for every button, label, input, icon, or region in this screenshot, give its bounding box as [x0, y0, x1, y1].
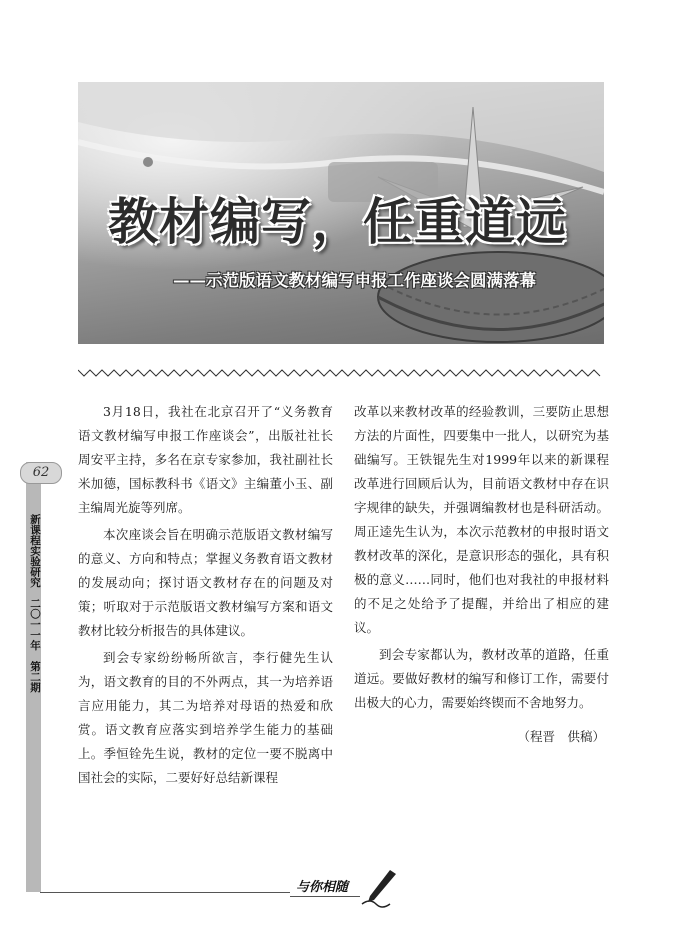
article-title: 教材编写，任重道远 — [108, 193, 567, 251]
paragraph: 本次座谈会旨在明确示范版语文教材编写的意义、方向和特点；掌握义务教育语文教材的发展动向；探讨语文教材存在的问题及对策；听取对于示范版语文教材编写方案和语文教材比较分析报告的具体建议。 — [78, 527, 333, 638]
article-subtitle: ——示范版语文教材编写申报工作座谈会圆满落幕 — [173, 271, 536, 290]
decorative-divider — [78, 368, 604, 378]
paragraph: 改革以来教材改革的经验教训，三要防止思想方法的片面性，四要集中一批人，以研究为基础编写。王铁锟先生对1999年以来的新课程改革进行回顾后认为，目前语文教材中存在识字规律的缺失，并强调编教材也是科研活动。周正逵先生认为，本次示范教材的申报时语文教材改革的深化，是意识形态的强化，具有积极的意义……同时，他们也对我社的申报材料的不足之处给予了提醒，并给出了相应的建议。 — [354, 404, 609, 635]
left-column — [78, 400, 333, 793]
paragraph: 到会专家都认为，教材改革的道路，任重道远。要做好教材的编写和修订工作，需要付出极大的心力，需要始终锲而不舍地努力。 — [354, 647, 609, 710]
pen-icon — [360, 868, 400, 908]
column-name: 与你相随 — [296, 880, 349, 895]
paragraph: 3月18日，我社在北京召开了“义务教育语文教材编写申报工作座谈会”，出版社社长周安平主持，多名在京专家参加，我社副社长米加德，国标教科书《语文》主编董小玉、副主编周光旋等列席。 — [78, 404, 333, 515]
footer-rule — [40, 892, 290, 893]
page-number: 62 — [20, 462, 62, 484]
paragraph: 到会专家纷纷畅所欲言，李行健先生认为，语文教育的目的不外两点，其一为培养语言应用能力，其二为培养对母语的热爱和欣赏。语文教育应落实到培养学生能力的基础上。季恒铨先生说，教材的定位一要不脱离中国社会的实际，二要好好总结新课程 — [78, 650, 333, 785]
journal-name: 新课程实验研究 二〇一一年 第二期 — [29, 514, 41, 693]
header-banner — [78, 82, 604, 344]
right-column — [354, 400, 609, 752]
credit-line: （程晋 供稿） — [517, 729, 605, 744]
